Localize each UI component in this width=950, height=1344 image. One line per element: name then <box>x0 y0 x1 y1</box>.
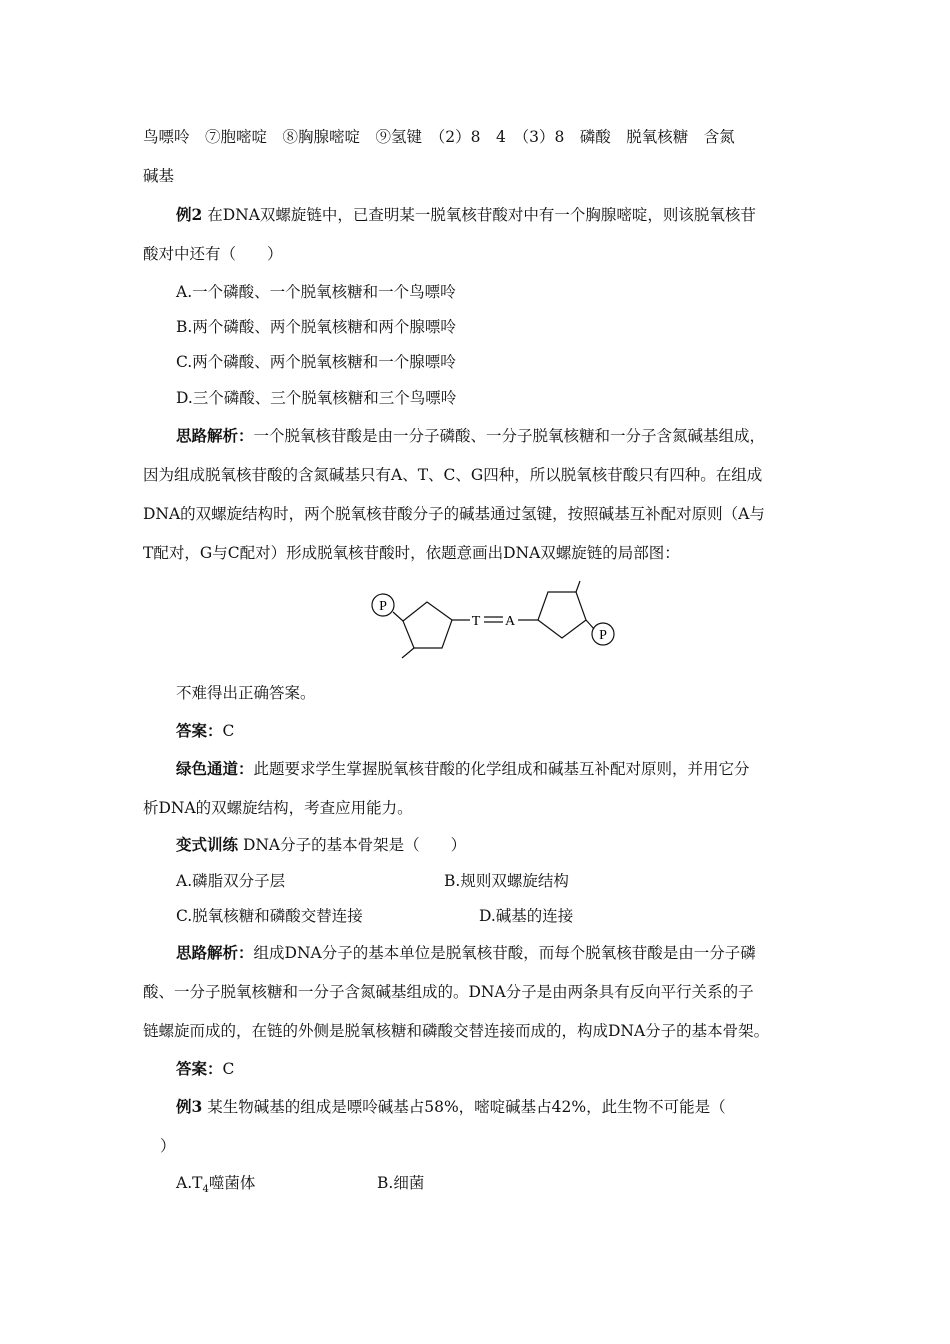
analysis-label: 思路解析： <box>176 943 254 962</box>
base-a: A <box>504 614 516 629</box>
example-3-option-a: $A.T_4$噬菌体 <box>176 1174 256 1196</box>
answer-value: C <box>222 722 235 740</box>
bond-line <box>586 620 594 629</box>
text-line: 鸟嘌呤 ⑦胞嘧啶 ⑧胸腺嘧啶 ⑨氢键 （2）8 4 （3）8 磷酸 脱氧核糖 含氮 <box>143 128 735 146</box>
variant-option-d: D.碱基的连接 <box>479 907 574 925</box>
variant-question: 变式训练 DNA分子的基本骨架是（ ） <box>176 835 467 854</box>
dna-pair-diagram <box>360 578 620 664</box>
answer-line <box>176 721 234 741</box>
sugar-right <box>538 592 586 638</box>
answer-label: 答案： <box>176 721 223 740</box>
analysis-line: DNA的双螺旋结构时，两个脱氧核苷酸分子的碱基通过氢键，按照碱基互补配对原则（A与 <box>143 505 765 523</box>
answer-label: 答案： <box>176 1059 223 1078</box>
answer-value: C <box>222 1060 235 1078</box>
green-channel-paragraph: 绿色通道：此题要求学生掌握脱氧核苷酸的化学组成和碱基互补配对原则，并用它分 <box>176 759 750 778</box>
phosphate-left-label: P <box>379 599 387 614</box>
option-a: A.一个磷酸、一个脱氧核糖和一个鸟嘌呤 <box>176 283 456 301</box>
bond-line <box>402 648 414 658</box>
example-label: 例3 <box>176 1097 203 1116</box>
phosphate-right-label: P <box>599 628 607 643</box>
example-2-question <box>176 205 756 225</box>
analysis-2-paragraph: 思路解析：组成DNA分子的基本单位是脱氧核苷酸，而每个脱氧核苷酸是由一分子磷 <box>176 943 756 962</box>
base-t: T <box>471 614 481 629</box>
example-label: 例2 <box>176 205 203 224</box>
analysis-paragraph: 思路解析：一个脱氧核苷酸是由一分子磷酸、一分子脱氧核糖和一分子含氮碱基组成， <box>176 426 766 445</box>
question-text: ） <box>160 1137 176 1155</box>
variant-option-b: B.规则双螺旋结构 <box>444 872 569 890</box>
text-line: 碱基 <box>143 167 175 185</box>
example-3-option-b: B.细菌 <box>377 1174 425 1192</box>
analysis-line: T配对，G与C配对）形成脱氧核苷酸时，依题意画出DNA双螺旋链的局部图： <box>143 544 680 562</box>
sugar-left <box>403 602 452 648</box>
bond-line <box>576 581 580 592</box>
green-channel-label: 绿色通道： <box>176 759 254 778</box>
question-text: 在DNA双螺旋链中，已查明某一脱氧核苷酸对中有一个胸腺嘧啶，则该脱氧核苷 <box>202 206 756 224</box>
option-b: B.两个磷酸、两个脱氧核糖和两个腺嘌呤 <box>176 318 456 336</box>
variant-option-c: C.脱氧核糖和磷酸交替连接 <box>176 907 363 925</box>
example-3-question: 例3 某生物碱基的组成是嘌呤碱基占58%，嘧啶碱基占42%，此生物不可能是（ <box>176 1097 726 1116</box>
variant-label: 变式训练 <box>176 835 239 854</box>
green-channel-line: 析DNA的双螺旋结构，考查应用能力。 <box>143 799 413 817</box>
analysis-line: 因为组成脱氧核苷酸的含氮碱基只有A、T、C、G四种，所以脱氧核苷酸只有四种。在组成 <box>143 466 763 484</box>
analysis-line: 链螺旋而成的，在链的外侧是脱氧核糖和磷酸交替连接而成的，构成DNA分子的基本骨架。 <box>143 1022 770 1040</box>
analysis-line: 酸、一分子脱氧核糖和一分子含氮碱基组成的。DNA分子是由两条具有反向平行关系的子 <box>143 983 754 1001</box>
answer-line <box>176 1059 234 1079</box>
bond-line <box>393 612 403 621</box>
option-c: C.两个磷酸、两个脱氧核糖和一个腺嘌呤 <box>176 353 456 371</box>
question-text: 酸对中还有（ ） <box>143 245 283 263</box>
analysis-label: 思路解析： <box>176 426 254 445</box>
option-d: D.三个磷酸、三个脱氧核糖和三个鸟嘌呤 <box>176 389 457 407</box>
variant-option-a: A.磷脂双分子层 <box>176 872 286 890</box>
conclusion-text: 不难得出正确答案。 <box>176 684 316 702</box>
